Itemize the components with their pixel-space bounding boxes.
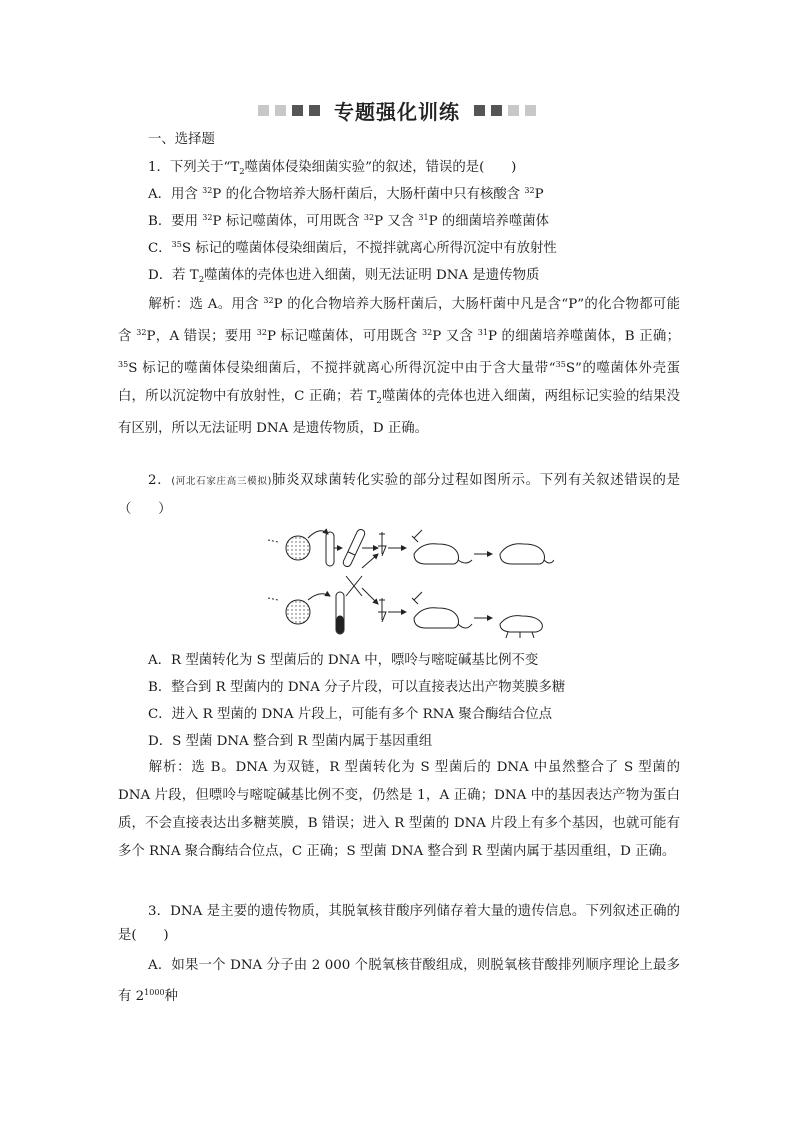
syringe-icon — [378, 532, 386, 556]
decor-square-icon — [275, 105, 286, 116]
decor-square-icon — [474, 105, 485, 116]
section-heading: 一、选择题 — [148, 132, 215, 147]
decor-square-icon — [258, 105, 269, 116]
transformation-experiment-figure — [262, 524, 554, 644]
q3-option-a: A．如果一个 DNA 分子由 2 000 个脱氧核苷酸组成，则脱氧核苷酸排列顺序理论上最多有 $2^{1000}$种 — [118, 958, 680, 1004]
decor-square-icon — [491, 105, 502, 116]
dash-mark — [268, 540, 278, 542]
mouse-alive-icon — [414, 608, 459, 628]
mouse-dead-icon — [500, 616, 542, 632]
decor-square-icon — [292, 105, 303, 116]
q1-stem: 1．下列关于“$T_2$噬菌体侵染细菌实验”的叙述，错误的是( ) — [148, 160, 517, 177]
mouse-alive-icon — [500, 544, 545, 564]
q2-option-c: C．进入 R 型菌的 DNA 片段上，可能有多个 RNA 聚合酶结合位点 — [148, 707, 553, 722]
q1-option-b: B．要用 $^{32}$P 标记噬菌体，可用既含 $^{32}$P 又含 $^{31}$P 的细菌培养噬菌体 — [148, 213, 549, 229]
syringe-icon — [378, 598, 386, 622]
mouse-alive-icon — [414, 544, 459, 564]
arrow-icon — [308, 594, 330, 600]
q2-option-b: B．整合到 R 型菌内的 DNA 分子片段，可以直接表达出产物荚膜多糖 — [148, 680, 566, 695]
q1-option-d: D．若 $T_2$噬菌体的壳体也进入细菌，则无法证明 DNA 是遗传物质 — [148, 268, 540, 285]
q2-option-a: A．R 型菌转化为 S 型菌后的 DNA 中，嘌呤与嘧啶碱基比例不变 — [148, 653, 539, 668]
test-tube-icon — [326, 532, 334, 566]
decor-square-icon — [508, 105, 519, 116]
injection-icon — [412, 592, 422, 604]
q1-option-a: A．用含 $^{32}$P 的化合物培养大肠杆菌后，大肠杆菌中只有核酸含 $^{32}$P — [148, 186, 544, 202]
title-bar — [0, 97, 794, 123]
decor-square-icon — [525, 105, 536, 116]
q2-stem: 2．(河北石家庄高三模拟)肺炎双球菌转化实验的部分过程如图所示。下列有关叙述错误的是（ ） — [118, 473, 680, 517]
q2-analysis: 解析：选 B。DNA 为双链，R 型菌转化为 S 型菌后的 DNA 中虽然整合了 S 型菌的 DNA 片段，但嘌呤与嘧啶碱基比例不变，仍然是 1，A 正确；DNA 中的基因表达产物为蛋白质，不会直接表达出多糖荚膜，B 错误；进入 R 型菌的 DNA 片段上有多个基因，也就可能有多个 RNA 聚合酶结合位点，C 正确；S 型菌 DNA 整合到 R 型菌内属于基因重组，D 正确。 — [118, 760, 680, 859]
q1-option-c: C．$^{35}$S 标记的噬菌体侵染细菌后，不搅拌就离心所得沉淀中有放射性 — [148, 240, 557, 256]
page-title: 专题强化训练 — [334, 99, 460, 124]
q1-analysis: 解析：选 A。用含 $^{32}$P 的化合物培养大肠杆菌后，大肠杆菌中凡是含“P”的化合物都可能含 $^{32}$P，A 错误；要用 $^{32}$P 标记噬菌体，可用既含 $^{32}$P 又含 $^{31}$P 的细菌培养噬菌体，B 正确；$^{35}$S 标记的噬菌体侵染细菌后，不搅拌就离心所得沉淀中由于含大量带“$^{35}$S”的噬菌体外壳蛋白，所以沉淀物中有放射性，C 正确；若 $T_2$噬菌体的壳体也进入细菌，两组标记实验的结果没有区别，所以无法证明 DNA 是遗传物质，D 正确。 — [118, 296, 681, 436]
q3-stem: 3．DNA 是主要的遗传物质，其脱氧核苷酸序列储存着大量的遗传信息。下列叙述正确的是( ) — [118, 904, 680, 943]
injection-icon — [412, 530, 422, 542]
q2-option-d: D．S 型菌 DNA 整合到 R 型菌内属于基因重组 — [148, 734, 433, 749]
r-bacteria-culture-icon — [286, 600, 310, 624]
decor-square-icon — [309, 105, 320, 116]
arrow-icon — [308, 531, 328, 538]
s-bacteria-culture-icon — [286, 536, 310, 560]
heat-icon — [346, 576, 362, 596]
